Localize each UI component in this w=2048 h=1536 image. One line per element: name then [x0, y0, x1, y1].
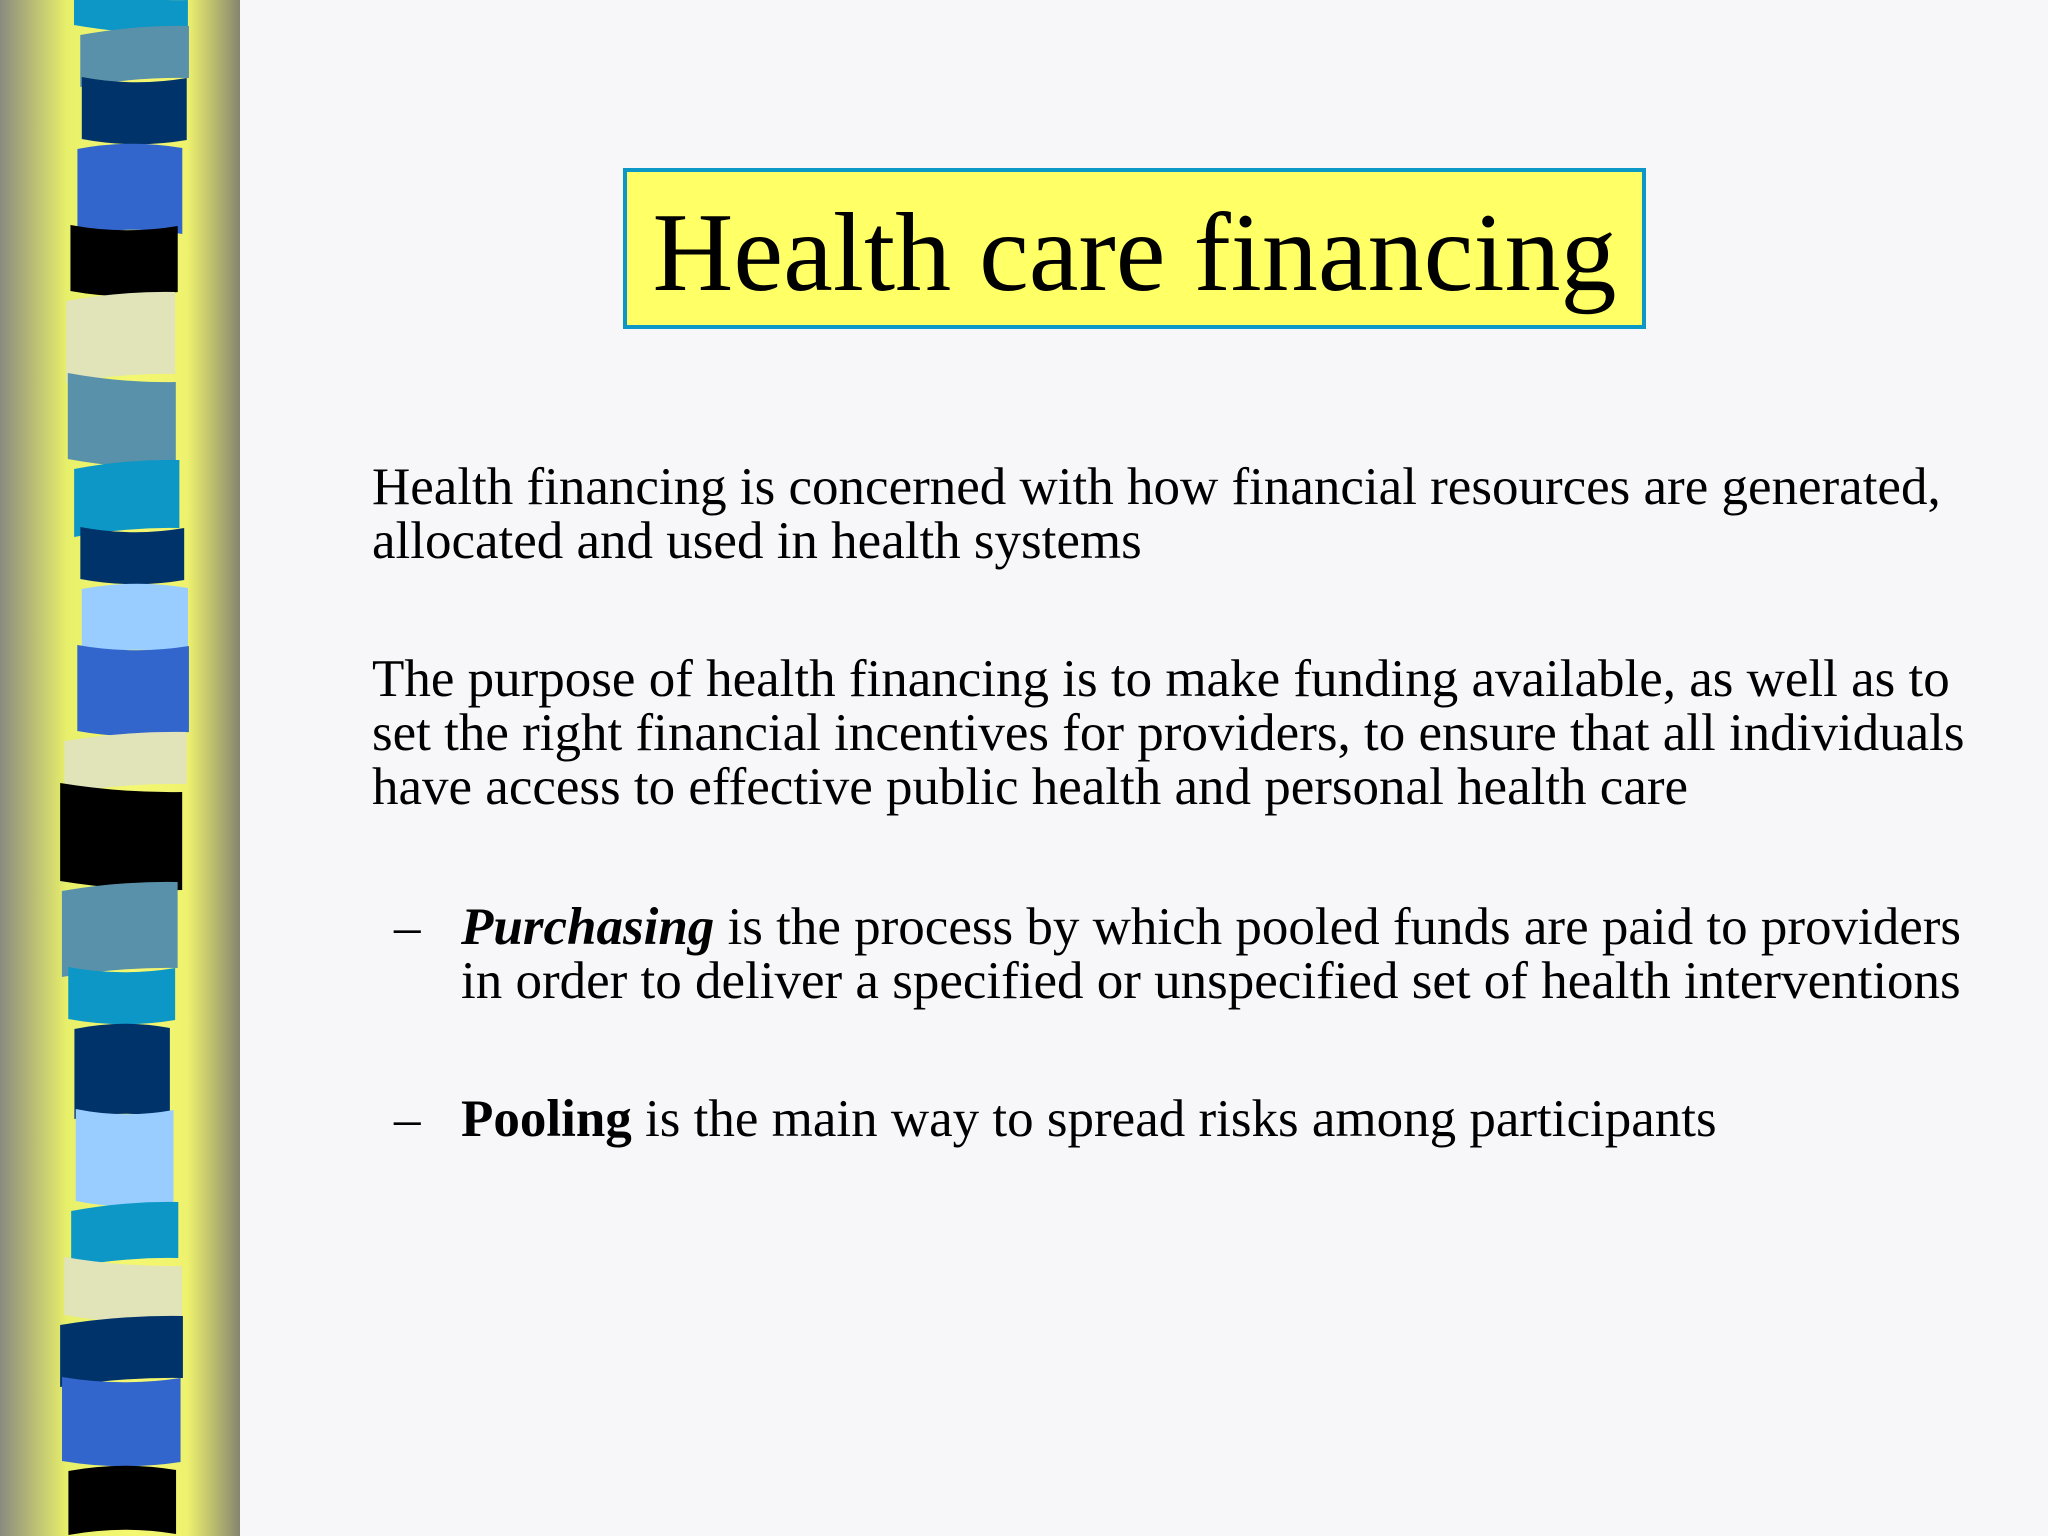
sidebar-stripe	[71, 1202, 178, 1267]
term-purchasing: Purchasing	[461, 898, 715, 956]
sidebar-stripe	[62, 882, 178, 977]
slide-title: Health care financing	[652, 190, 1617, 315]
sidebar-stripe	[80, 527, 184, 584]
sidebar-stripe	[82, 584, 188, 655]
sidebar-stripe	[60, 783, 182, 890]
sidebar-stripe	[74, 1024, 169, 1119]
sidebar-stripe	[74, 460, 179, 537]
sidebar-stripe	[64, 732, 186, 793]
sidebar-stripe	[66, 292, 175, 383]
sidebar-stripe	[77, 144, 182, 235]
decorative-stripe-sidebar	[0, 0, 240, 1536]
sub-bullet-purchasing	[372, 900, 1972, 1008]
definition-paragraph: Health financing is concerned with how financial resources are generated, allocated and used in health systems	[372, 458, 1941, 570]
slide-content	[372, 460, 1972, 1146]
sidebar-stripe	[80, 26, 189, 87]
dash-bullet-marker: –	[394, 898, 421, 956]
title-box	[623, 168, 1646, 329]
sidebar-stripe	[68, 373, 176, 468]
sidebar-stripe	[82, 77, 187, 144]
sidebar-stripe	[64, 1257, 182, 1324]
dash-bullet-marker: –	[394, 1090, 421, 1148]
sidebar-stripe	[68, 1466, 176, 1535]
sidebar-stripe	[62, 1377, 181, 1466]
sidebar-stripe	[70, 225, 177, 296]
sidebar-stripe	[68, 967, 175, 1024]
term-pooling: Pooling	[461, 1090, 632, 1148]
purpose-paragraph: The purpose of health financing is to make funding available, as well as to set the right financial incentives for providers, to ensure that all individuals have access to effective public health and personal health care	[372, 650, 1965, 816]
purchasing-description: is the process by which pooled funds are paid to providers in order to deliver a specified or unspecified set of health interventions	[461, 898, 1962, 1010]
sidebar-stripe	[76, 1109, 174, 1206]
pooling-description: is the main way to spread risks among participants	[631, 1090, 1717, 1148]
sidebar-stripe	[60, 1316, 183, 1387]
sidebar-stripe	[77, 645, 189, 736]
sub-bullet-pooling	[372, 1092, 1972, 1146]
